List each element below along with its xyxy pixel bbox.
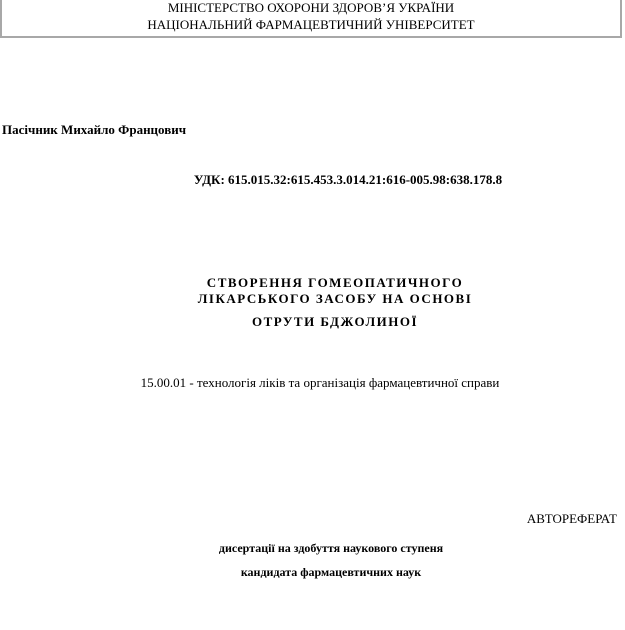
header-box (0, 0, 622, 38)
university-name: НАЦІОНАЛЬНИЙ ФАРМАЦЕВТИЧНИЙ УНІВЕРСИТЕТ (147, 17, 475, 32)
title-line-2: ЛІКАРСЬКОГО ЗАСОБУ НА ОСНОВІ (197, 291, 473, 306)
degree-line-2: кандидата фармацевтичних наук (240, 565, 422, 579)
author-name: Пасічник Михайло Францович (2, 122, 187, 137)
title-line-3: ОТРУТИ БДЖОЛИНОЇ (251, 314, 419, 329)
degree-line-1: дисертації на здобуття наукового ступеня (218, 541, 444, 555)
document-type: АВТОРЕФЕРАТ (526, 511, 617, 526)
specialty: 15.00.01 - технологія ліків та організація фармацевтичної справи (140, 375, 500, 390)
ministry-name: МІНІСТЕРСТВО ОХОРОНИ ЗДОРОВ’Я УКРАЇНИ (167, 0, 455, 15)
udk-code: УДК: 615.015.32:615.453.3.014.21:616-005.98:638.178.8 (193, 172, 503, 187)
title-line-1: СТВОРЕННЯ ГОМЕОПАТИЧНОГО (206, 275, 464, 290)
